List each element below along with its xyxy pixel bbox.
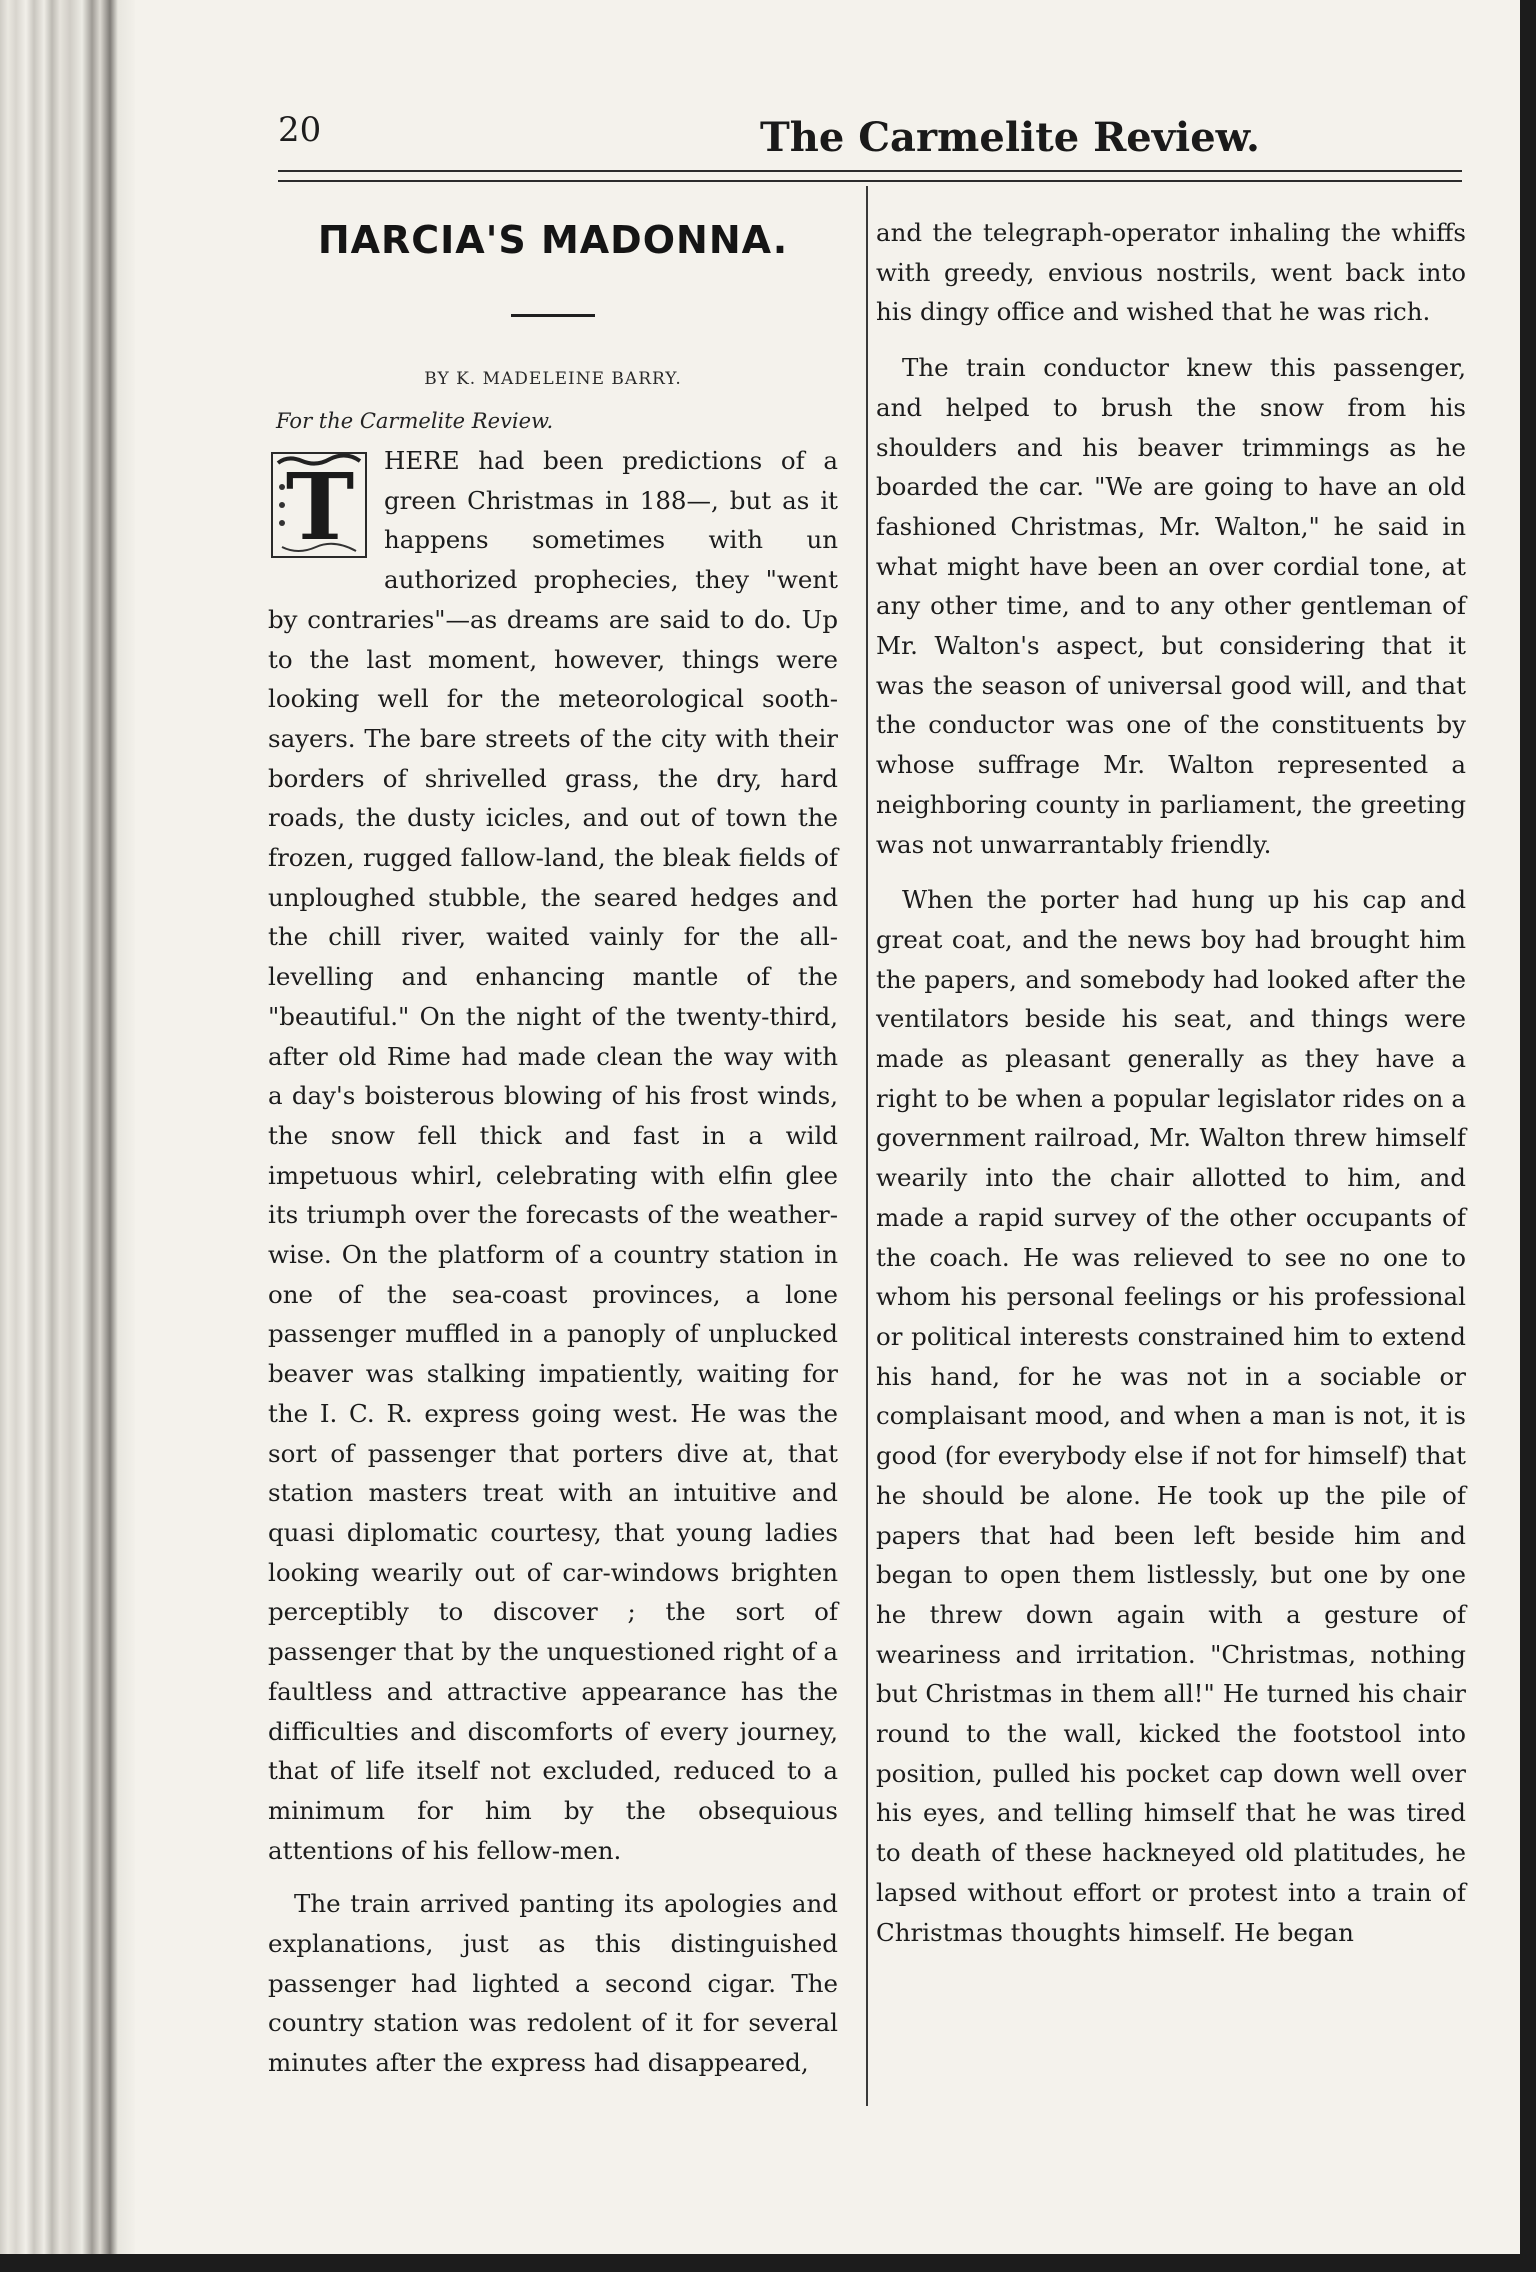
dropcap-letter: T xyxy=(285,453,355,561)
paragraph xyxy=(268,441,838,1870)
header-rule xyxy=(278,170,1462,172)
right-column xyxy=(876,213,1466,1952)
byline: BY K. MADELEINE BARRY. xyxy=(424,369,682,389)
paragraph: The train conductor knew this passenger, and helped to brush the snow from his shoulders and his beaver trimmings as he boarded the car. "We are going to have an old fashioned Christmas, Mr. Walton," he said in what might have been an over cordial tone, at any other time, and to any other gentleman of Mr. Walton's aspect, but considering that it was the season of universal good will, and that the conductor was one of the constituents by whose suffrage Mr. Walton represented a neighboring county in parliament, the greeting was not unwarrantably friendly. xyxy=(876,353,1466,859)
title-rule xyxy=(511,314,595,317)
paragraph-text: HERE had been predictions of a green Christmas in 188—, but as it happens sometimes with un authorized prophecies, they "went by contraries"—as dreams are said to do. Up to the last moment, however, things were looking well for the meteorological sooth-sayers. The bare streets of the city with their borders of shrivelled grass, the dry, hard roads, the dusty icicles, and out of town the frozen, rugged fallow-land, the bleak fields of unploughed stubble, the seared hedges and the chill river, waited vainly for the all-levelling and enhancing mantle of the "beautiful." On the night of the twenty-third, after old Rime had made clean the way with a day's boisterous blowing of his frost winds, the snow fell thick and fast in a wild impetuous whirl, celebrating with elfin glee its triumph over the forecasts of the weather-wise. On the platform of a country station in one of the sea-coast provinces, a lone passenger muffled in a panoply of unplucked beaver was stalking impatiently, waiting for the I. C. R. express going west. He was the sort of passenger that porters dive at, that station masters treat with an intuitive and quasi diplomatic courtesy, that young ladies looking wearily out of car-windows brighten perceptibly to discover ; the sort of passenger that by the unquestioned right of a faultless and attractive appearance has the difficulties and discomforts of every journey, that of life itself not excluded, reduced to a minimum for him by the obsequious attentions of his fellow-men. xyxy=(268,446,838,1865)
paragraph: When the porter had hung up his cap and great coat, and the news boy had brought him the papers, and somebody had looked after the ventilators beside his seat, and things were made as pleasant generally as they have a right to be when a popular legislator rides on a government railroad, Mr. Walton threw himself wearily into the chair allotted to him, and made a rapid survey of the other occupants of the coach. He was relieved to see no one to whom his personal feelings or his professional or political interests constrained him to extend his hand, for he was not in a sociable or complaisant mood, and when a man is not, it is good (for everybody else if not for himself) that he should be alone. He took up the pile of papers that had been left beside him and began to open them listlessly, but one by one he threw down again with a gesture of weariness and irritation. "Christmas, nothing but Christmas in them all!" He turned his chair round to the wall, kicked the footstool into position, pulled his pocket cap down well over his eyes, and telling himself that he was tired to death of these hackneyed old platitudes, he lapsed without effort or protest into a train of Christmas thoughts himself. He began xyxy=(876,885,1466,1947)
left-column xyxy=(268,200,838,2083)
page-binding-edge xyxy=(0,0,135,2254)
source-note: For the Carmelite Review. xyxy=(276,409,554,433)
header-rule-thin xyxy=(278,180,1462,182)
paragraph: and the telegraph-operator inhaling the whiffs with greedy, envious nostrils, went back into his dingy office and wished that he was rich. xyxy=(876,218,1466,327)
column-divider xyxy=(866,186,868,2106)
dropcap-ornament xyxy=(268,447,372,565)
running-head: The Carmelite Review. xyxy=(760,114,1260,161)
paragraph: The train arrived panting its apologies and explanations, just as this distinguished passenger had lighted a second cigar. The country station was redolent of it for several minutes after the express had disappeared, xyxy=(268,1889,838,2078)
page-number: 20 xyxy=(278,110,322,150)
article-title: ΠARCIA'S MADONNA. xyxy=(317,218,789,262)
